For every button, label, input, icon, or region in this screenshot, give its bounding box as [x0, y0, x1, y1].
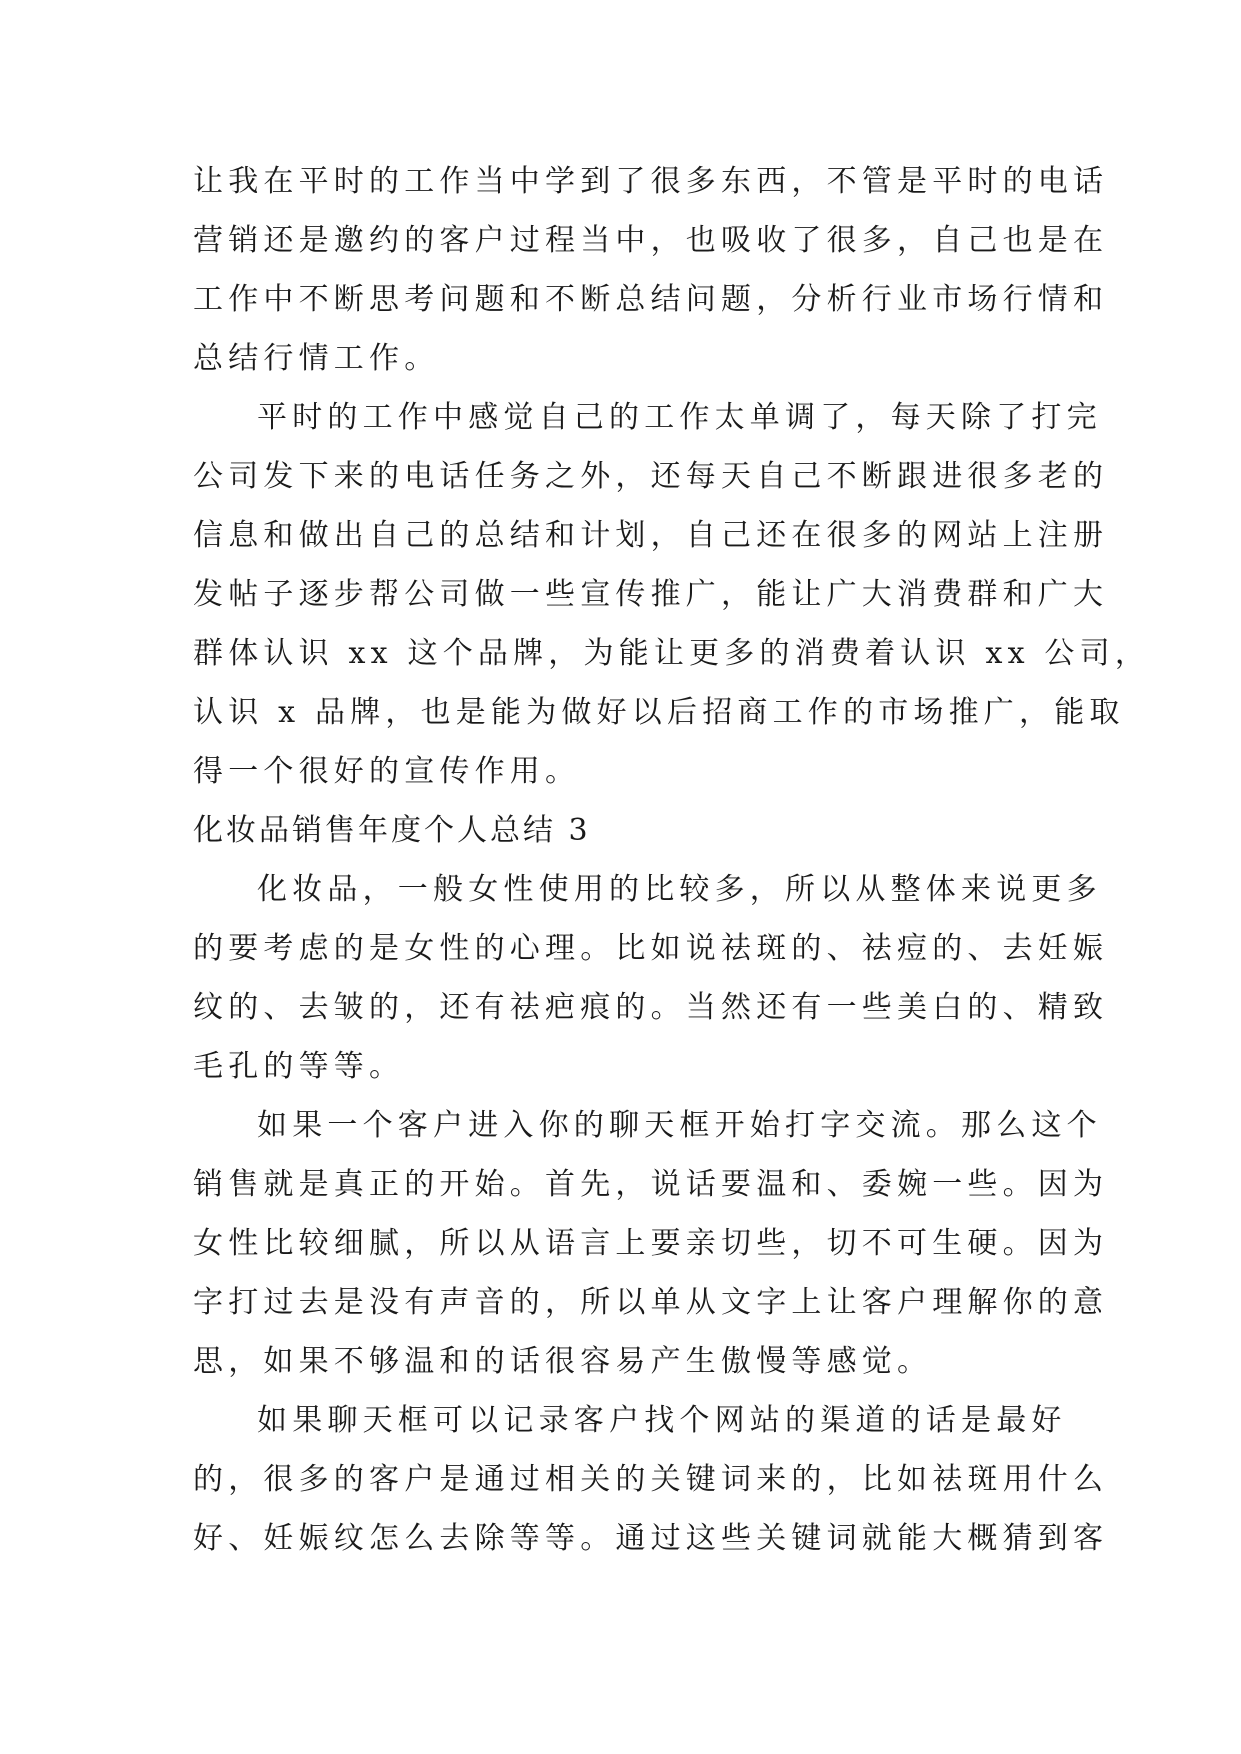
- text-line: 平时的工作中感觉自己的工作太单调了，每天除了打完: [257, 400, 1102, 435]
- text-line: 让我在平时的工作当中学到了很多东西，不管是平时的电话: [193, 164, 1109, 199]
- text-line: 化妆品，一般女性使用的比较多，所以从整体来说更多: [257, 872, 1102, 907]
- paragraph-5: [193, 1391, 1109, 1568]
- text-line: 女性比较细腻，所以从语言上要亲切些，切不可生硬。因为: [193, 1226, 1109, 1261]
- text-line: 字打过去是没有声音的，所以单从文字上让客户理解你的意: [193, 1285, 1109, 1320]
- text-line: 群体认识 xx 这个品牌，为能让更多的消费着认识 xx 公司，: [193, 636, 1151, 671]
- text-line: 销售就是真正的开始。首先，说话要温和、委婉一些。因为: [193, 1167, 1109, 1202]
- text-line: 思，如果不够温和的话很容易产生傲慢等感觉。: [193, 1344, 933, 1379]
- text-line: 得一个很好的宣传作用。: [193, 754, 581, 789]
- text-line: 如果聊天框可以记录客户找个网站的渠道的话是最好: [257, 1403, 1067, 1438]
- paragraph-1: [193, 152, 1109, 388]
- text-line: 的，很多的客户是通过相关的关键词来的，比如祛斑用什么: [193, 1462, 1109, 1497]
- text-line: 信息和做出自己的总结和计划，自己还在很多的网站上注册: [193, 518, 1109, 553]
- text-line: 工作中不断思考问题和不断总结问题，分析行业市场行情和: [193, 282, 1109, 317]
- paragraph-3: [193, 860, 1109, 1096]
- paragraph-4: [193, 1096, 1109, 1391]
- text-line: 公司发下来的电话任务之外，还每天自己不断跟进很多老的: [193, 459, 1109, 494]
- text-line: 好、妊娠纹怎么去除等等。通过这些关键词就能大概猜到客: [193, 1521, 1109, 1556]
- document-body: [193, 152, 1151, 1568]
- text-line: 毛孔的等等。: [193, 1049, 405, 1084]
- text-line: 如果一个客户进入你的聊天框开始打字交流。那么这个: [257, 1108, 1102, 1143]
- paragraph-2: [193, 388, 1151, 801]
- text-line: 发帖子逐步帮公司做一些宣传推广，能让广大消费群和广大: [193, 577, 1109, 612]
- section-heading: 化妆品销售年度个人总结 3: [193, 813, 591, 848]
- text-line: 营销还是邀约的客户过程当中，也吸收了很多，自己也是在: [193, 223, 1109, 258]
- text-line: 总结行情工作。: [193, 341, 440, 376]
- text-line: 认识 x 品牌，也是能为做好以后招商工作的市场推广，能取: [193, 695, 1125, 730]
- text-line: 纹的、去皱的，还有祛疤痕的。当然还有一些美白的、精致: [193, 990, 1109, 1025]
- text-line: 的要考虑的是女性的心理。比如说祛斑的、祛痘的、去妊娠: [193, 931, 1109, 966]
